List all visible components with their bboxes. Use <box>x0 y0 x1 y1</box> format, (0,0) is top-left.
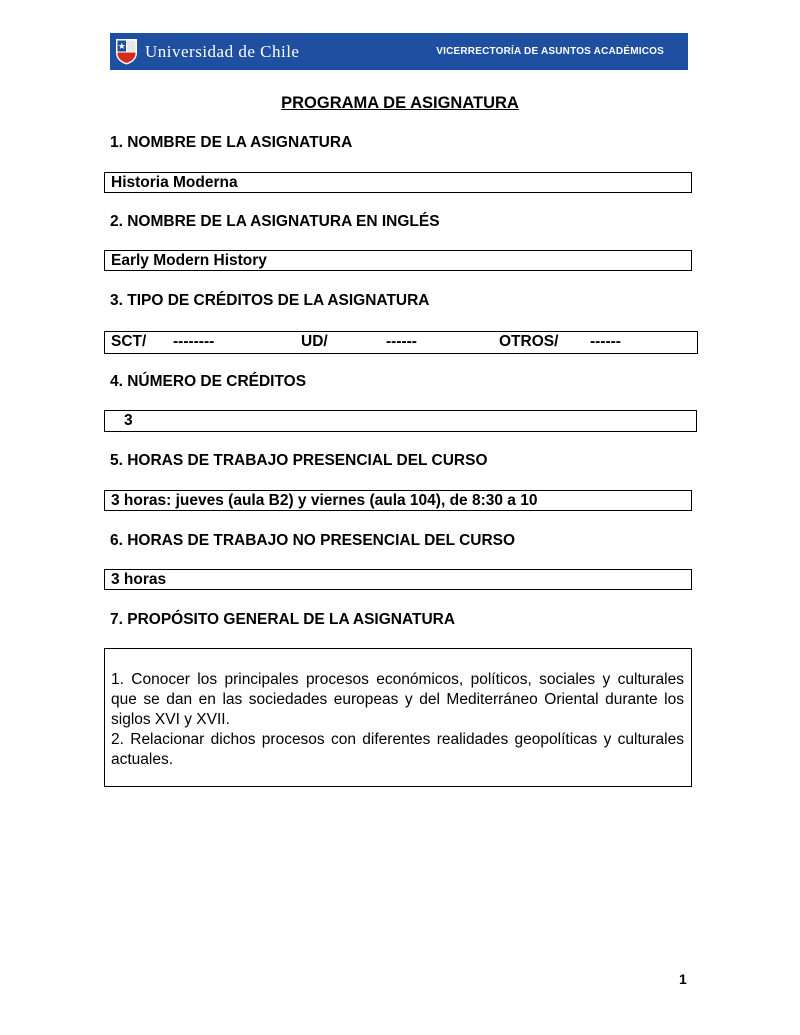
section-5-heading: 5. HORAS DE TRABAJO PRESENCIAL DEL CURSO <box>110 452 488 469</box>
otros-value: ------ <box>590 333 621 350</box>
sct-label: SCT/ <box>111 333 147 350</box>
header-banner <box>110 33 688 70</box>
section-2-box <box>104 250 692 271</box>
university-name: Universidad de Chile <box>145 42 300 61</box>
section-3-box <box>104 331 698 354</box>
section-6-box <box>104 569 692 590</box>
page-number: 1 <box>679 971 687 987</box>
course-name-english: Early Modern History <box>111 252 267 269</box>
purpose-item-1: 1. Conocer los principales procesos económicos, políticos, sociales y culturales que se dan en las sociedades europeas y del Mediterráneo Oriental durante los siglos XVI y XVII. <box>111 671 684 728</box>
purpose-item-2: 2. Relacionar dichos procesos con diferentes realidades geopolíticas y culturales actuales. <box>111 731 684 768</box>
section-2-heading: 2. NOMBRE DE LA ASIGNATURA EN INGLÉS <box>110 213 440 230</box>
purpose-box <box>104 648 692 787</box>
course-name: Historia Moderna <box>111 174 238 191</box>
section-3-heading: 3. TIPO DE CRÉDITOS DE LA ASIGNATURA <box>110 292 430 309</box>
document-title: PROGRAMA DE ASIGNATURA <box>281 94 519 112</box>
university-crest-icon <box>115 38 138 65</box>
vicerrectoria-label: VICERRECTORÍA DE ASUNTOS ACADÉMICOS <box>436 46 664 57</box>
credit-number: 3 <box>124 412 133 429</box>
presential-hours: 3 horas: jueves (aula B2) y viernes (aula 104), de 8:30 a 10 <box>111 492 538 509</box>
otros-label: OTROS/ <box>499 333 559 350</box>
section-6-heading: 6. HORAS DE TRABAJO NO PRESENCIAL DEL CURSO <box>110 532 516 549</box>
section-7-heading: 7. PROPÓSITO GENERAL DE LA ASIGNATURA <box>110 611 456 628</box>
section-5-box <box>104 490 692 511</box>
ud-value: ------ <box>386 333 417 350</box>
section-1-heading: 1. NOMBRE DE LA ASIGNATURA <box>110 134 353 151</box>
section-4-heading: 4. NÚMERO DE CRÉDITOS <box>110 373 307 390</box>
section-4-box <box>104 410 697 432</box>
non-presential-hours: 3 horas <box>111 571 167 588</box>
section-1-box <box>104 172 692 193</box>
ud-label: UD/ <box>301 333 328 350</box>
sct-value: -------- <box>173 333 215 350</box>
